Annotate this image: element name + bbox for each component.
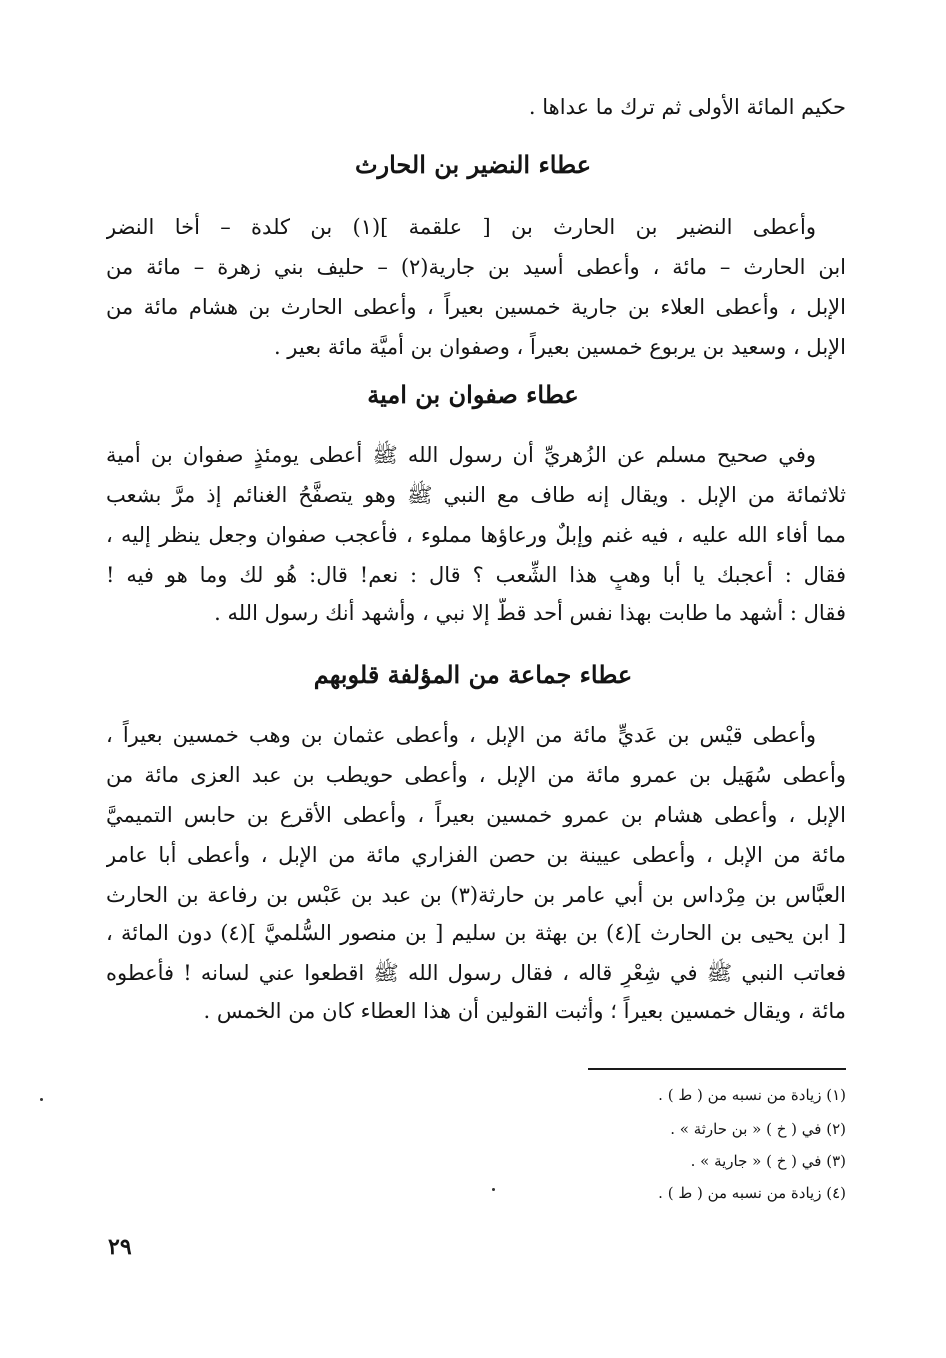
paragraph-line: ابن الحارث – مائة ، وأعطى أسيد بن جارية(٢) – حليف بني زهرة – مائة من [106, 255, 846, 279]
page-number: ٢٩ [108, 1234, 132, 1260]
paragraph-line: الإبل ، وسعيد بن يربوع خمسين بعيراً ، وصفوان بن أميَّة مائة بعير . [273, 335, 846, 359]
paragraph-line: مائة ، ويقال خمسين بعيراً ؛ وأثبت القولين أن هذا العطاء كان من الخمس . [203, 999, 846, 1023]
paragraph-line: وأعطى سُهَيل بن عمرو مائة من الإبل ، وأعطى حويطب بن عبد العزى مائة من [106, 763, 846, 787]
paragraph-line: مما أفاء الله عليه ، فيه غنم وإبلٌ ورعاؤها مملوء ، فأعجب صفوان وجعل ينظر إليه ، [106, 523, 846, 547]
scan-speck [492, 1188, 495, 1191]
footnote-4: (٤) زيادة من نسبه من ( ط ) . [658, 1184, 846, 1202]
section-heading-muallafa: عطاء جماعة من المؤلفة قلوبهم [313, 660, 633, 689]
paragraph-line: فقال : أشهد ما طابت بهذا نفس أحد قطُّ إلا نبي ، وأشهد أنك رسول الله . [214, 601, 846, 625]
paragraph-line: ثلاثمائة من الإبل . ويقال إنه طاف مع النبي ﷺ وهو يتصفَّحُ الغنائم إذ مرَّ بشعب [106, 483, 846, 507]
section-heading-safwan: عطاء صفوان بن امية [367, 380, 579, 409]
scan-speck [40, 1098, 43, 1101]
footnote-3: (٣) في ( خ ) « جارية » . [690, 1152, 846, 1170]
paragraph-line: فعاتب النبي ﷺ في شِعْرٍ قاله ، فقال رسول الله ﷺ اقطعوا عني لسانه ! فأعطوه [106, 961, 846, 985]
footnote-divider [588, 1068, 846, 1070]
footnote-1: (١) زيادة من نسبه من ( ط ) . [658, 1086, 846, 1104]
footnote-2: (٢) في ( خ ) « بن حارثة » . [670, 1120, 846, 1138]
paragraph-line: الإبل ، وأعطى العلاء بن جارية خمسين بعيراً ، وأعطى الحارث بن هشام مائة من [106, 295, 846, 319]
paragraph-line: وأعطى النضير بن الحارث بن [ علقمة ](١) بن كلدة – أخا النضر [106, 215, 816, 239]
section-heading-nudair: عطاء النضير بن الحارث [354, 150, 592, 179]
paragraph-line: [ ابن يحيى بن الحارث ](٤) بن بهثة بن سليم [ بن منصور السُّلميَّ ](٤) دون المائة ، [106, 921, 846, 945]
continuation-line: حكيم المائة الأولى ثم ترك ما عداها . [528, 95, 846, 119]
paragraph-line: الإبل ، وأعطى هشام بن عمرو خمسين بعيراً ، وأعطى الأقرع بن حابس التميميَّ [106, 803, 846, 827]
paragraph-line: فقال : أعجبك يا أبا وهبٍ هذا الشِّعب ؟ قال : نعم! قال: هُو لك وما هو فيه ! [106, 563, 846, 587]
paragraph-line: العبَّاس بن مِرْداس بن أبي عامر بن حارثة(٣) بن عبد بن عَبْس بن رفاعة بن الحارث [106, 883, 846, 907]
paragraph-line: وأعطى قيْس بن عَديٍّ مائة من الإبل ، وأعطى عثمان بن وهب خمسين بعيراً ، [106, 723, 816, 747]
paragraph-line: وفي صحيح مسلم عن الزُهريِّ أن رسول الله ﷺ أعطى يومئذٍ صفوان بن أمية [106, 443, 816, 467]
paragraph-line: مائة من الإبل ، وأعطى عيينة بن حصن الفزاري مائة من الإبل ، وأعطى أبا عامر [106, 843, 846, 867]
